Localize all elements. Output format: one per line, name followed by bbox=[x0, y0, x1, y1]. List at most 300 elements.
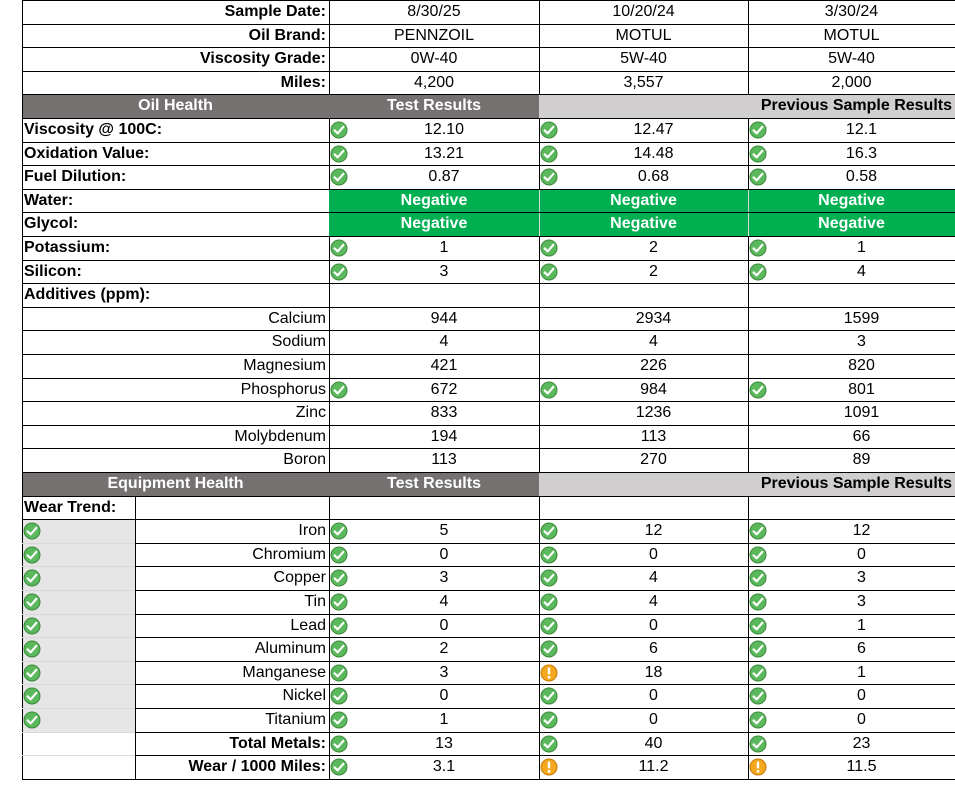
grid-line bbox=[539, 708, 540, 732]
grid-line bbox=[22, 142, 955, 143]
grid-line bbox=[329, 637, 330, 661]
metal-test-value: 1 bbox=[439, 711, 449, 728]
metal-label: Aluminum bbox=[254, 640, 326, 657]
grid-line bbox=[22, 684, 135, 685]
grid-line bbox=[22, 307, 955, 308]
check-circle-icon bbox=[749, 735, 767, 753]
additive-label: Calcium bbox=[268, 309, 326, 327]
check-circle-icon bbox=[330, 121, 348, 139]
grid-line bbox=[748, 307, 749, 330]
previous-results-header: Previous Sample Results bbox=[539, 472, 955, 496]
grid-line bbox=[329, 260, 330, 283]
grid-line bbox=[135, 661, 955, 662]
additive-prev1-value: 226 bbox=[640, 357, 667, 374]
test-results-header: Test Results bbox=[329, 472, 539, 496]
check-circle-icon bbox=[540, 569, 558, 587]
metal-prev1-value: 18 bbox=[644, 663, 663, 681]
metal-prev2-value: 1 bbox=[857, 616, 866, 634]
additive-prev1-value: 113 bbox=[640, 427, 667, 445]
metal-label: Copper bbox=[273, 569, 326, 586]
grid-line bbox=[329, 165, 330, 189]
grid-line bbox=[22, 779, 955, 780]
grid-line bbox=[748, 590, 749, 614]
grid-line bbox=[748, 684, 749, 708]
oil-row-label: Viscosity @ 100C: bbox=[24, 121, 163, 138]
grid-line bbox=[329, 614, 330, 637]
grid-line bbox=[22, 212, 955, 213]
grid-line bbox=[22, 378, 955, 379]
metal-label: Manganese bbox=[242, 663, 326, 681]
metal-prev2-value: 1 bbox=[857, 663, 866, 681]
total-prev2-value: 23 bbox=[852, 734, 871, 752]
grid-line bbox=[22, 71, 955, 72]
grid-line bbox=[748, 283, 749, 307]
metal-label: Chromium bbox=[252, 545, 326, 563]
total-label: Total Metals: bbox=[229, 734, 326, 752]
grid-line bbox=[329, 354, 330, 378]
check-circle-icon bbox=[749, 664, 767, 682]
grid-line bbox=[748, 260, 749, 283]
check-circle-icon bbox=[749, 593, 767, 611]
grid-line bbox=[135, 755, 955, 756]
oil-prev1-value: 14.48 bbox=[633, 144, 674, 162]
oil-test-value: 0.87 bbox=[428, 168, 460, 185]
metal-prev1-value: 0 bbox=[649, 616, 658, 634]
grid-line bbox=[22, 401, 955, 402]
check-circle-icon bbox=[540, 145, 558, 163]
grid-line bbox=[22, 24, 955, 25]
additive-prev2-value: 820 bbox=[848, 357, 875, 374]
total-label: Wear / 1000 Miles: bbox=[188, 758, 326, 775]
check-circle-icon bbox=[749, 546, 767, 564]
oil-prev2-value: 12.1 bbox=[845, 121, 878, 138]
metal-label: Nickel bbox=[282, 687, 326, 704]
grid-line bbox=[329, 496, 330, 519]
check-circle-icon bbox=[540, 711, 558, 729]
additive-label: Zinc bbox=[295, 404, 326, 421]
info-value: 5W-40 bbox=[620, 50, 667, 67]
grid-line bbox=[539, 189, 540, 212]
check-circle-icon bbox=[330, 664, 348, 682]
check-circle-icon bbox=[749, 168, 767, 186]
grid-line bbox=[748, 142, 749, 165]
grid-line bbox=[329, 543, 330, 566]
grid-line bbox=[22, 118, 955, 119]
check-circle-icon bbox=[330, 687, 348, 705]
grid-line bbox=[22, 732, 135, 733]
oil-prev2-value: 1 bbox=[857, 239, 866, 256]
check-circle-icon bbox=[749, 263, 767, 281]
check-circle-icon bbox=[330, 168, 348, 186]
check-circle-icon bbox=[540, 687, 558, 705]
negative-badge: Negative bbox=[748, 189, 955, 212]
additive-label: Magnesium bbox=[243, 357, 326, 374]
info-value: 10/20/24 bbox=[612, 3, 675, 20]
check-circle-icon bbox=[540, 121, 558, 139]
metal-label: Iron bbox=[298, 522, 326, 539]
oil-health-header: Oil Health bbox=[22, 94, 329, 118]
check-circle-icon bbox=[330, 239, 348, 257]
oil-prev2-value: 0.58 bbox=[845, 168, 878, 185]
check-circle-icon bbox=[540, 617, 558, 635]
check-circle-icon bbox=[330, 546, 348, 564]
check-circle-icon bbox=[540, 522, 558, 540]
grid-line bbox=[539, 378, 540, 401]
check-circle-icon bbox=[749, 121, 767, 139]
info-value: 5W-40 bbox=[828, 50, 875, 67]
grid-line bbox=[329, 378, 330, 401]
grid-line bbox=[748, 732, 749, 755]
oil-test-value: 1 bbox=[439, 239, 449, 256]
oil-test-value: 12.10 bbox=[423, 121, 465, 138]
grid-line bbox=[748, 755, 749, 779]
info-value: 4,200 bbox=[413, 73, 455, 91]
additive-prev2-value: 801 bbox=[848, 380, 875, 398]
additive-prev1-value: 4 bbox=[649, 333, 658, 350]
grid-line bbox=[539, 732, 540, 755]
grid-line bbox=[22, 637, 135, 638]
grid-line bbox=[329, 661, 330, 684]
grid-line bbox=[329, 732, 330, 755]
metal-test-value: 3 bbox=[439, 569, 449, 586]
metal-prev2-value: 3 bbox=[857, 569, 866, 586]
grid-line bbox=[329, 590, 330, 614]
check-circle-icon bbox=[23, 687, 41, 705]
warning-icon bbox=[749, 758, 767, 776]
metal-test-value: 0 bbox=[439, 687, 449, 704]
grid-line bbox=[539, 118, 540, 142]
grid-line bbox=[329, 401, 330, 425]
additive-test-value: 113 bbox=[431, 451, 457, 468]
check-circle-icon bbox=[749, 711, 767, 729]
grid-line bbox=[748, 118, 749, 142]
grid-line bbox=[748, 330, 749, 354]
negative-badge: Negative bbox=[539, 189, 748, 212]
grid-line bbox=[748, 519, 749, 543]
grid-line bbox=[22, 165, 955, 166]
grid-line bbox=[22, 94, 955, 95]
grid-line bbox=[539, 283, 540, 307]
grid-line bbox=[329, 448, 330, 472]
grid-line bbox=[539, 590, 540, 614]
info-value: MOTUL bbox=[615, 26, 672, 44]
wear-trend-label: Wear Trend: bbox=[24, 498, 117, 516]
check-circle-icon bbox=[749, 522, 767, 540]
grid-line bbox=[539, 354, 540, 378]
grid-line bbox=[539, 566, 540, 590]
check-circle-icon bbox=[540, 640, 558, 658]
check-circle-icon bbox=[330, 617, 348, 635]
metal-test-value: 3 bbox=[439, 663, 449, 681]
additive-prev1-value: 984 bbox=[640, 380, 667, 398]
grid-line bbox=[748, 354, 749, 378]
metal-test-value: 0 bbox=[439, 616, 449, 634]
total-prev1-value: 11.2 bbox=[638, 758, 669, 775]
info-value: 2,000 bbox=[831, 73, 872, 91]
info-label: Miles: bbox=[280, 73, 326, 91]
check-circle-icon bbox=[749, 617, 767, 635]
grid-line bbox=[329, 519, 330, 543]
metal-test-value: 5 bbox=[439, 522, 449, 539]
metal-prev2-value: 0 bbox=[857, 711, 866, 728]
metal-label: Lead bbox=[290, 616, 326, 634]
grid-line bbox=[539, 212, 540, 236]
metal-label: Tin bbox=[304, 593, 326, 610]
check-circle-icon bbox=[23, 593, 41, 611]
oil-prev1-value: 2 bbox=[649, 262, 658, 280]
check-circle-icon bbox=[23, 640, 41, 658]
check-circle-icon bbox=[749, 381, 767, 399]
additive-test-value: 4 bbox=[439, 333, 449, 350]
metal-prev2-value: 6 bbox=[857, 640, 866, 657]
oil-prev2-value: 16.3 bbox=[845, 144, 878, 162]
grid-line bbox=[748, 189, 749, 212]
check-circle-icon bbox=[330, 593, 348, 611]
info-label: Oil Brand: bbox=[248, 26, 326, 44]
check-circle-icon bbox=[540, 735, 558, 753]
check-circle-icon bbox=[330, 569, 348, 587]
metal-prev2-value: 0 bbox=[857, 687, 866, 704]
metal-test-value: 4 bbox=[439, 593, 449, 610]
metal-prev1-value: 4 bbox=[649, 593, 658, 610]
check-circle-icon bbox=[540, 381, 558, 399]
grid-line bbox=[539, 260, 540, 283]
oil-row-label: Fuel Dilution: bbox=[24, 168, 127, 185]
additive-test-value: 421 bbox=[430, 357, 458, 374]
grid-line bbox=[329, 566, 330, 590]
grid-line bbox=[135, 708, 955, 709]
grid-line bbox=[329, 236, 330, 260]
grid-line bbox=[539, 543, 540, 566]
grid-line bbox=[539, 165, 540, 189]
grid-line bbox=[135, 496, 136, 779]
grid-line bbox=[748, 378, 749, 401]
grid-line bbox=[748, 212, 749, 236]
grid-line bbox=[539, 755, 540, 779]
metal-test-value: 0 bbox=[439, 545, 449, 563]
grid-line bbox=[329, 684, 330, 708]
grid-line bbox=[329, 118, 330, 142]
oil-row-label: Potassium: bbox=[24, 239, 111, 256]
metal-prev1-value: 0 bbox=[649, 711, 658, 728]
check-circle-icon bbox=[23, 711, 41, 729]
grid-line bbox=[748, 566, 749, 590]
check-circle-icon bbox=[23, 617, 41, 635]
additive-prev1-value: 270 bbox=[640, 451, 667, 468]
metal-prev2-value: 3 bbox=[857, 593, 866, 610]
grid-line bbox=[22, 260, 955, 261]
check-circle-icon bbox=[330, 735, 348, 753]
info-value: MOTUL bbox=[823, 26, 880, 44]
grid-line bbox=[539, 519, 540, 543]
grid-line bbox=[329, 330, 330, 354]
grid-line bbox=[748, 401, 749, 425]
oil-prev1-value: 12.47 bbox=[633, 121, 674, 138]
additive-label: Sodium bbox=[271, 333, 326, 350]
check-circle-icon bbox=[540, 546, 558, 564]
info-label: Viscosity Grade: bbox=[200, 50, 326, 67]
check-circle-icon bbox=[540, 263, 558, 281]
grid-line bbox=[539, 448, 540, 472]
grid-line bbox=[22, 283, 955, 284]
oil-row-label: Silicon: bbox=[24, 262, 82, 280]
oil-row-label: Oxidation Value: bbox=[24, 144, 150, 162]
oil-prev1-value: 2 bbox=[649, 239, 658, 256]
oil-test-value: 13.21 bbox=[423, 144, 465, 162]
grid-line bbox=[22, 708, 135, 709]
grid-line bbox=[22, 47, 955, 48]
metal-prev1-value: 6 bbox=[649, 640, 658, 657]
grid-line bbox=[22, 354, 955, 355]
additive-label: Phosphorus bbox=[240, 380, 326, 398]
grid-line bbox=[748, 661, 749, 684]
info-value: 3,557 bbox=[623, 73, 664, 91]
grid-line bbox=[22, 189, 955, 190]
grid-line bbox=[329, 755, 330, 779]
grid-line bbox=[329, 307, 330, 330]
metal-prev2-value: 0 bbox=[857, 545, 866, 563]
equipment-health-header: Equipment Health bbox=[22, 472, 329, 496]
check-circle-icon bbox=[749, 239, 767, 257]
grid-line bbox=[539, 614, 540, 637]
grid-line bbox=[539, 142, 540, 165]
info-value: 8/30/25 bbox=[407, 3, 461, 20]
grid-line bbox=[135, 590, 955, 591]
negative-badge: Negative bbox=[329, 212, 539, 236]
grid-line bbox=[748, 614, 749, 637]
oil-test-value: 3 bbox=[439, 262, 449, 280]
additive-test-value: 944 bbox=[430, 309, 458, 327]
grid-line bbox=[329, 425, 330, 448]
check-circle-icon bbox=[330, 381, 348, 399]
grid-line bbox=[539, 637, 540, 661]
check-circle-icon bbox=[330, 640, 348, 658]
metal-prev1-value: 12 bbox=[644, 522, 663, 539]
oil-row-label: Glycol: bbox=[24, 215, 79, 232]
additives-label: Additives (ppm): bbox=[24, 286, 151, 303]
additive-label: Molybdenum bbox=[234, 427, 326, 445]
check-circle-icon bbox=[330, 263, 348, 281]
total-prev2-value: 11.5 bbox=[846, 758, 877, 775]
check-circle-icon bbox=[330, 758, 348, 776]
grid-line bbox=[539, 330, 540, 354]
check-circle-icon bbox=[749, 640, 767, 658]
negative-badge: Negative bbox=[748, 212, 955, 236]
warning-icon bbox=[540, 664, 558, 682]
negative-badge: Negative bbox=[329, 189, 539, 212]
additive-prev2-value: 3 bbox=[857, 333, 866, 350]
info-value: PENNZOIL bbox=[393, 26, 474, 44]
total-test-value: 3.1 bbox=[432, 758, 456, 775]
additive-prev1-value: 2934 bbox=[635, 309, 672, 327]
grid-line bbox=[22, 425, 955, 426]
grid-line bbox=[539, 236, 540, 260]
grid-line bbox=[22, 661, 135, 662]
grid-line bbox=[748, 496, 749, 519]
additive-test-value: 833 bbox=[430, 404, 458, 421]
grid-line bbox=[539, 401, 540, 425]
grid-line bbox=[22, 614, 135, 615]
grid-line bbox=[22, 496, 955, 497]
check-circle-icon bbox=[23, 569, 41, 587]
grid-line bbox=[22, 472, 955, 473]
check-circle-icon bbox=[540, 593, 558, 611]
check-circle-icon bbox=[23, 546, 41, 564]
check-circle-icon bbox=[749, 145, 767, 163]
grid-line bbox=[135, 732, 955, 733]
grid-line bbox=[22, 448, 955, 449]
grid-line bbox=[22, 236, 955, 237]
check-circle-icon bbox=[540, 239, 558, 257]
metal-prev1-value: 4 bbox=[649, 569, 658, 586]
info-label: Sample Date: bbox=[224, 3, 326, 20]
grid-line bbox=[135, 566, 955, 567]
additive-test-value: 672 bbox=[430, 380, 458, 398]
grid-line bbox=[135, 637, 955, 638]
check-circle-icon bbox=[330, 145, 348, 163]
total-test-value: 13 bbox=[435, 734, 453, 752]
additive-prev2-value: 1599 bbox=[843, 309, 880, 327]
grid-line bbox=[22, 755, 135, 756]
warning-icon bbox=[540, 758, 558, 776]
oil-prev2-value: 4 bbox=[857, 262, 866, 280]
grid-line bbox=[135, 614, 955, 615]
negative-badge: Negative bbox=[539, 212, 748, 236]
additive-prev2-value: 66 bbox=[852, 427, 871, 445]
grid-line bbox=[748, 236, 749, 260]
grid-line bbox=[135, 543, 955, 544]
check-circle-icon bbox=[23, 522, 41, 540]
grid-line bbox=[539, 307, 540, 330]
additive-label: Boron bbox=[283, 451, 326, 468]
grid-line bbox=[329, 708, 330, 732]
grid-line bbox=[22, 0, 955, 1]
oil-prev1-value: 0.68 bbox=[637, 168, 670, 185]
metal-test-value: 2 bbox=[439, 640, 449, 657]
grid-line bbox=[22, 543, 135, 544]
grid-line bbox=[748, 543, 749, 566]
grid-line bbox=[748, 448, 749, 472]
grid-line bbox=[22, 590, 135, 591]
test-results-header: Test Results bbox=[329, 94, 539, 118]
grid-line bbox=[539, 496, 540, 519]
info-value: 3/30/24 bbox=[824, 3, 879, 20]
check-circle-icon bbox=[330, 522, 348, 540]
additive-prev2-value: 1091 bbox=[843, 404, 880, 421]
check-circle-icon bbox=[749, 687, 767, 705]
grid-line bbox=[748, 637, 749, 661]
info-value: 0W-40 bbox=[410, 50, 458, 67]
total-prev1-value: 40 bbox=[644, 734, 663, 752]
grid-line bbox=[748, 165, 749, 189]
metal-prev2-value: 12 bbox=[852, 522, 871, 539]
grid-line bbox=[539, 425, 540, 448]
metal-label: Titanium bbox=[265, 711, 326, 728]
check-circle-icon bbox=[749, 569, 767, 587]
grid-line bbox=[748, 425, 749, 448]
additive-test-value: 194 bbox=[430, 427, 458, 445]
grid-line bbox=[329, 283, 330, 307]
additive-prev1-value: 1236 bbox=[635, 404, 672, 421]
check-circle-icon bbox=[330, 711, 348, 729]
additive-prev2-value: 89 bbox=[852, 451, 871, 468]
grid-line bbox=[22, 330, 955, 331]
check-circle-icon bbox=[23, 664, 41, 682]
check-circle-icon bbox=[540, 168, 558, 186]
grid-line bbox=[329, 142, 330, 165]
grid-line bbox=[22, 566, 135, 567]
grid-line bbox=[748, 708, 749, 732]
